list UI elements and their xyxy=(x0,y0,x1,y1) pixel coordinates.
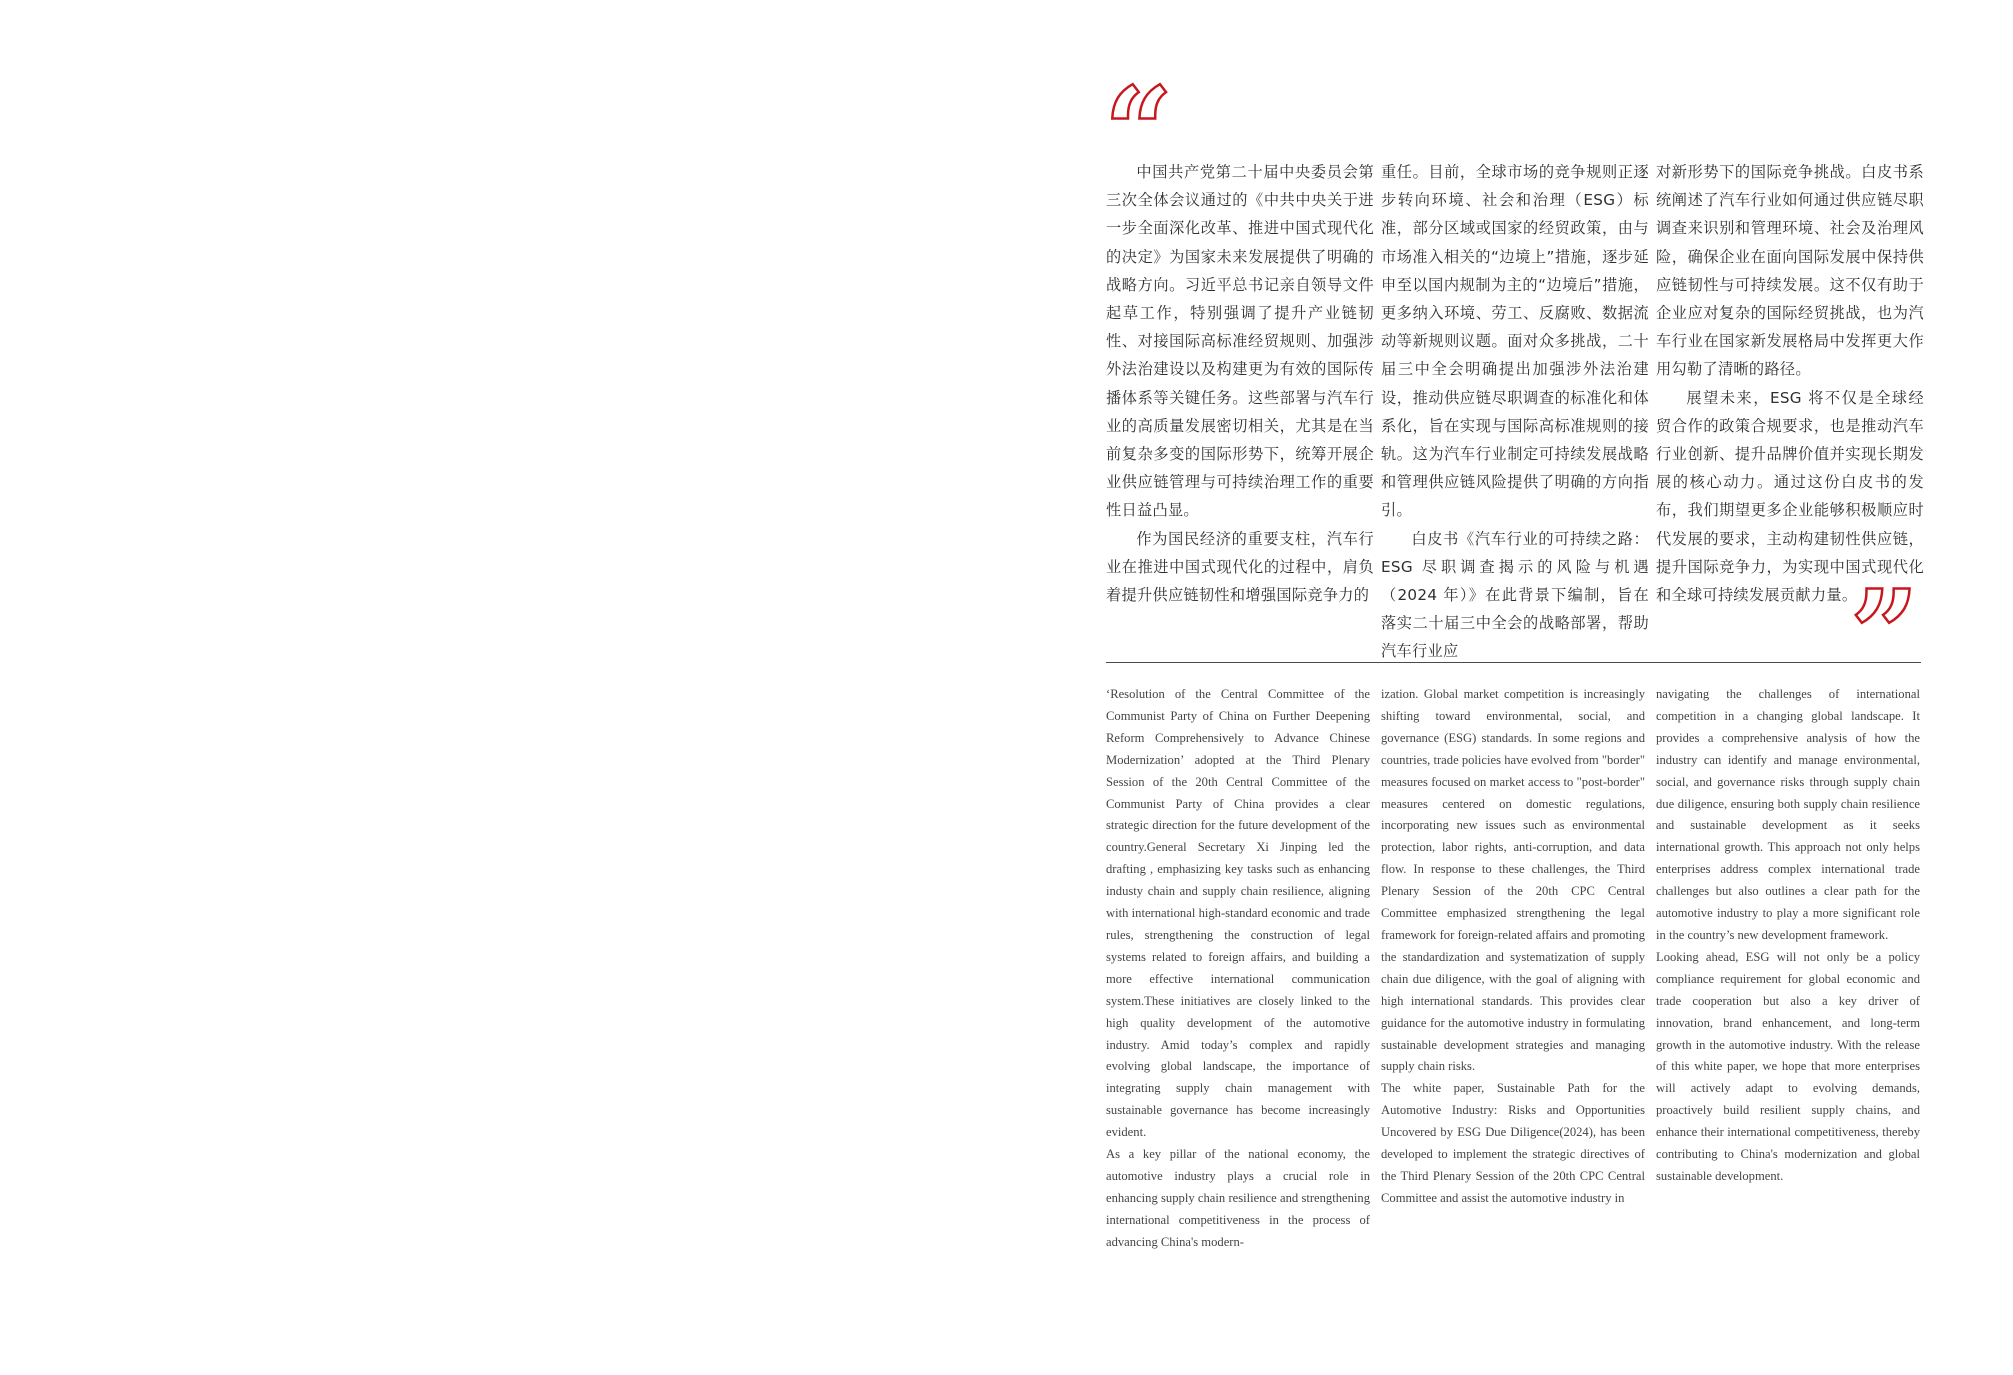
close-quote-mark: ” xyxy=(1850,564,1920,705)
chinese-paragraph: 白皮书《汽车行业的可持续之路：ESG 尽职调查揭示的风险与机遇（2024 年）》在此背景下编制，旨在落实二十届三中全会的战略部署，帮助汽车行业应 xyxy=(1381,529,1649,661)
chinese-paragraph: 中国共产党第二十届中央委员会第三次全体会议通过的《中共中央关于进一步全面深化改革、推进中国式现代化的决定》为国家未来发展提供了明确的战略方向。习近平总书记亲自领导文件起草工作，特别强调了提升产业链韧性、对接国际高标准经贸规则、加强涉外法治建设以及构建更为有效的国际传播体系等关键任务。这些部署与汽车行业的高质量发展密切相关，尤其是在当前复杂多变的国际形势下，统筹开展企业供应链管理与可持续治理工作的重要性日益凸显。 xyxy=(1106,163,1374,520)
chinese-paragraph: 对新形势下的国际竞争挑战。白皮书系统阐述了汽车行业如何通过供应链尽职调查来识别和管理环境、社会及治理风险，确保企业在面向国际发展中保持供应链韧性与可持续发展。这不仅有助于企业应对复杂的国际经贸挑战，也为汽车行业在国家新发展格局中发挥更大作用勾勒了清晰的路径。 xyxy=(1656,163,1924,379)
english-column-1 xyxy=(1106,684,1370,1254)
english-paragraph: ization. Global market competition is increasingly shifting toward environmental, social, and governance (ESG) standards. In some regions and countries, trade policies have evolved from "border" measures focused on market access to "post-border" measures centered on domestic regulations, incorporating new issues such as environmental protection, labor rights, anti-corruption, and data flow. In response to these challenges, the Third Plenary Session of the 20th CPC Central Committee emphasized strengthening the legal framework for foreign-related affairs and promoting the standardization and systematization of supply chain due diligence, with the goal of aligning with high international standards. This provides clear guidance for the automotive industry in formulating sustainable development strategies and managing supply chain risks. xyxy=(1381,687,1645,1074)
chinese-column-1 xyxy=(1106,158,1374,609)
chinese-column-3 xyxy=(1656,158,1924,609)
english-column-2 xyxy=(1381,684,1645,1210)
english-column-3 xyxy=(1656,684,1920,1188)
english-paragraph: Looking ahead, ESG will not only be a policy compliance requirement for global economic and trade cooperation but also a key driver of innovation, brand enhancement, and long-term growth in the automotive industry. With the release of this white paper, we hope that more enterprises will actively adapt to evolving demands, proactively build resilient supply chains, and enhance their international competitiveness, thereby contributing to China's modernization and global sustainable development. xyxy=(1656,949,1920,1183)
section-divider xyxy=(1106,662,1921,663)
chinese-column-2 xyxy=(1381,158,1649,666)
chinese-paragraph: 作为国民经济的重要支柱，汽车行业在推进中国式现代化的过程中，肩负着提升供应链韧性和增强国际竞争力的 xyxy=(1106,529,1374,605)
english-paragraph: As a key pillar of the national economy, the automotive industry plays a crucial role in enhancing supply chain resilience and strengthening international competitiveness in the process of advancing China's modern- xyxy=(1106,1147,1370,1249)
open-quote-mark: “ xyxy=(1104,61,1174,202)
chinese-paragraph: 展望未来，ESG 将不仅是全球经贸合作的政策合规要求，也是推动汽车行业创新、提升品牌价值并实现长期发展的核心动力。通过这份白皮书的发布，我们期望更多企业能够积极顺应时代发展的要求，主动构建韧性供应链，提升国际竞争力，为实现中国式现代化和全球可持续发展贡献力量。 xyxy=(1656,388,1924,605)
chinese-paragraph: 重任。目前，全球市场的竞争规则正逐步转向环境、社会和治理（ESG）标准，部分区域或国家的经贸政策，由与市场准入相关的“边境上”措施，逐步延申至以国内规制为主的“边境后”措施，更多纳入环境、劳工、反腐败、数据流动等新规则议题。面对众多挑战，二十届三中全会明确提出加强涉外法治建设，推动供应链尽职调查的标准化和体系化，旨在实现与国际高标准规则的接轨。这为汽车行业制定可持续发展战略和管理供应链风险提供了明确的方向指引。 xyxy=(1381,163,1649,520)
english-paragraph: ‘Resolution of the Central Committee of the Communist Party of China on Further Deepening Reform Comprehensively to Advance Chinese Modernization’ adopted at the Third Plenary Session of the 20th Central Committee of the Communist Party of China provides a clear strategic direction for the future development of the country.General Secretary Xi Jinping led the drafting , emphasizing key tasks such as enhancing industy chain and supply chain resilience, aligning with international high-standard economic and trade rules, strengthening the construction of legal systems related to foreign affairs, and building a more effective international communication system.These initiatives are closely linked to the high quality development of the automotive industry. Amid today’s complex and rapidly evolving global landscape, the importance of integrating supply chain management with sustainable governance has become increasingly evident. xyxy=(1106,687,1370,1140)
english-paragraph: navigating the challenges of international competition in a changing global landscape. It provides a comprehensive analysis of how the industry can identify and manage environmental, social, and governance risks through supply chain due diligence, ensuring both supply chain resilience and sustainable development as it seeks international growth. This approach not only helps enterprises address complex international trade challenges but also outlines a clear path for the automotive industry to play a more significant role in the country’s new development framework. xyxy=(1656,687,1920,942)
english-paragraph: The white paper, Sustainable Path for the Automotive Industry: Risks and Opportunities Uncovered by ESG Due Diligence(2024), has been developed to implement the strategic directives of the Third Plenary Session of the 20th CPC Central Committee and assist the automotive industry in xyxy=(1381,1081,1645,1205)
